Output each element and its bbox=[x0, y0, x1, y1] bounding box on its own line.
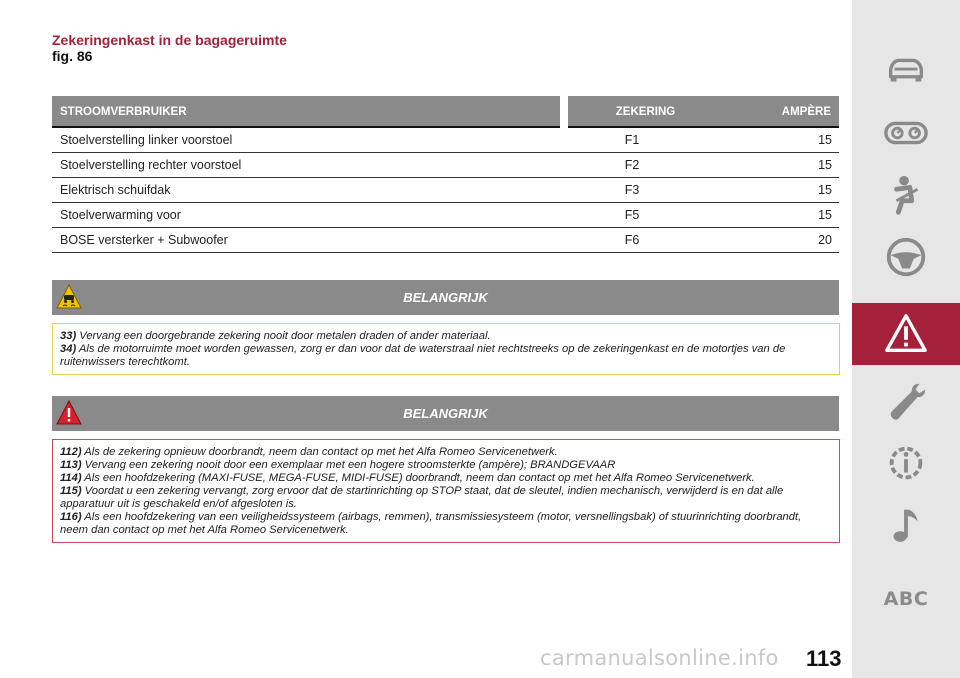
cell-ampere: 15 bbox=[818, 158, 832, 172]
notice-heading-bar bbox=[52, 280, 839, 315]
seatbelt-person-icon bbox=[883, 172, 929, 218]
sidebar-item-vehicle[interactable] bbox=[852, 40, 960, 102]
notice-item-text: Als een hoofdzekering van een veiligheidssysteem (airbags, remmen), transmissiesysteem (motor, versnellingsbak) of stuurinrichting doorbrandt, neem dan contact op met het Alfa Romeo Servicenetwerk. bbox=[60, 511, 802, 536]
column-header-consumer: STROOMVERBRUIKER bbox=[52, 96, 560, 128]
steering-wheel-icon bbox=[883, 234, 929, 280]
music-note-icon bbox=[883, 502, 929, 548]
notice-item-text: Vervang een zekering nooit door een exemplaar met een hogere stroomsterkte (ampère); BRANDGEVAAR bbox=[84, 459, 616, 471]
cell-consumer: BOSE versterker + Subwoofer bbox=[60, 233, 228, 247]
notice-item bbox=[60, 343, 832, 369]
notice-item-number: 113) bbox=[60, 459, 82, 471]
notice-item bbox=[60, 472, 832, 485]
chapter-sidebar bbox=[852, 0, 960, 678]
sidebar-item-driving[interactable] bbox=[852, 226, 960, 288]
notice-heading-bar bbox=[52, 396, 839, 431]
table-row bbox=[52, 203, 839, 228]
cell-consumer: Stoelverstelling rechter voorstoel bbox=[60, 158, 242, 172]
warning-triangle-icon bbox=[883, 311, 929, 357]
info-gear-icon bbox=[883, 440, 929, 486]
figure-reference: fig. 86 bbox=[52, 48, 93, 64]
section-title: Zekeringenkast in de bagageruimte bbox=[52, 32, 287, 48]
table-row bbox=[52, 178, 839, 203]
notice-item-number: 33) bbox=[60, 330, 77, 342]
cell-ampere: 20 bbox=[818, 233, 832, 247]
notice-item bbox=[60, 459, 832, 472]
notice-item-text: Voordat u een zekering vervangt, zorg ervoor dat de startinrichting op STOP staat, dat de sleutel, indien mechanisch, verwijderd is en dat alle apparatuur uit is geschakeld en/of afgesloten is. bbox=[60, 485, 784, 510]
fuse-table bbox=[52, 96, 839, 253]
notice-item-number: 112) bbox=[60, 446, 82, 458]
notice-item bbox=[60, 446, 832, 459]
sidebar-item-emergency[interactable] bbox=[852, 303, 960, 365]
notice-item-number: 116) bbox=[60, 511, 82, 523]
notice-item-number: 114) bbox=[60, 472, 82, 484]
notice-item-number: 34) bbox=[60, 343, 77, 355]
notice-item-text: Als de motorruimte moet worden gewassen, zorg er dan voor dat de waterstraal niet rechtstreeks op de zekeringenkast en de motortjes van de ruitenwissers terechtkomt. bbox=[60, 343, 786, 368]
sidebar-item-index[interactable] bbox=[852, 568, 960, 630]
notice-item-text: Als een hoofdzekering (MAXI-FUSE, MEGA-FUSE, MIDI-FUSE) doorbrandt, neem dan contact op met het Alfa Romeo Servicenetwerk. bbox=[84, 472, 755, 484]
notice-heading: BELANGRIJK bbox=[403, 290, 488, 305]
notice-item-number: 115) bbox=[60, 485, 82, 497]
watermark-text: carmanualsonline.info bbox=[540, 646, 779, 670]
column-header-ampere: AMPÈRE bbox=[712, 96, 839, 128]
cell-fuse: F3 bbox=[624, 183, 640, 197]
cell-ampere: 15 bbox=[818, 208, 832, 222]
sidebar-item-dashboard[interactable] bbox=[852, 102, 960, 164]
index-label: ABC bbox=[883, 588, 929, 610]
notice-body-general bbox=[52, 323, 840, 375]
notice-body-safety bbox=[52, 439, 840, 543]
car-icon bbox=[883, 48, 929, 94]
sidebar-item-maintenance[interactable] bbox=[852, 370, 960, 432]
sidebar-item-technical-data[interactable] bbox=[852, 432, 960, 494]
table-row bbox=[52, 153, 839, 178]
notice-item-text: Vervang een doorgebrande zekering nooit door metalen draden of ander materiaal. bbox=[79, 330, 491, 342]
sidebar-item-multimedia[interactable] bbox=[852, 494, 960, 556]
cell-consumer: Stoelverstelling linker voorstoel bbox=[60, 133, 233, 147]
table-row bbox=[52, 128, 839, 153]
notice-item bbox=[60, 485, 832, 511]
cell-fuse: F2 bbox=[624, 158, 640, 172]
table-row bbox=[52, 228, 839, 253]
wrench-icon bbox=[883, 378, 929, 424]
notice-heading: BELANGRIJK bbox=[403, 406, 488, 421]
notice-item-text: Als de zekering opnieuw doorbrandt, neem dan contact op met het Alfa Romeo Servicenetwerk. bbox=[84, 446, 558, 458]
table-header bbox=[52, 96, 839, 128]
cell-fuse: F6 bbox=[624, 233, 640, 247]
cell-consumer: Stoelverwarming voor bbox=[60, 208, 181, 222]
cell-consumer: Elektrisch schuifdak bbox=[60, 183, 171, 197]
sidebar-item-safety[interactable] bbox=[852, 164, 960, 226]
cell-ampere: 15 bbox=[818, 183, 832, 197]
cell-fuse: F5 bbox=[624, 208, 640, 222]
column-header-fuse: ZEKERING bbox=[568, 96, 717, 128]
dashboard-gauges-icon bbox=[883, 110, 929, 156]
cell-ampere: 15 bbox=[818, 133, 832, 147]
page-number: 113 bbox=[806, 646, 842, 671]
notice-item bbox=[60, 511, 832, 537]
notice-item bbox=[60, 330, 832, 343]
cell-fuse: F1 bbox=[624, 133, 640, 147]
